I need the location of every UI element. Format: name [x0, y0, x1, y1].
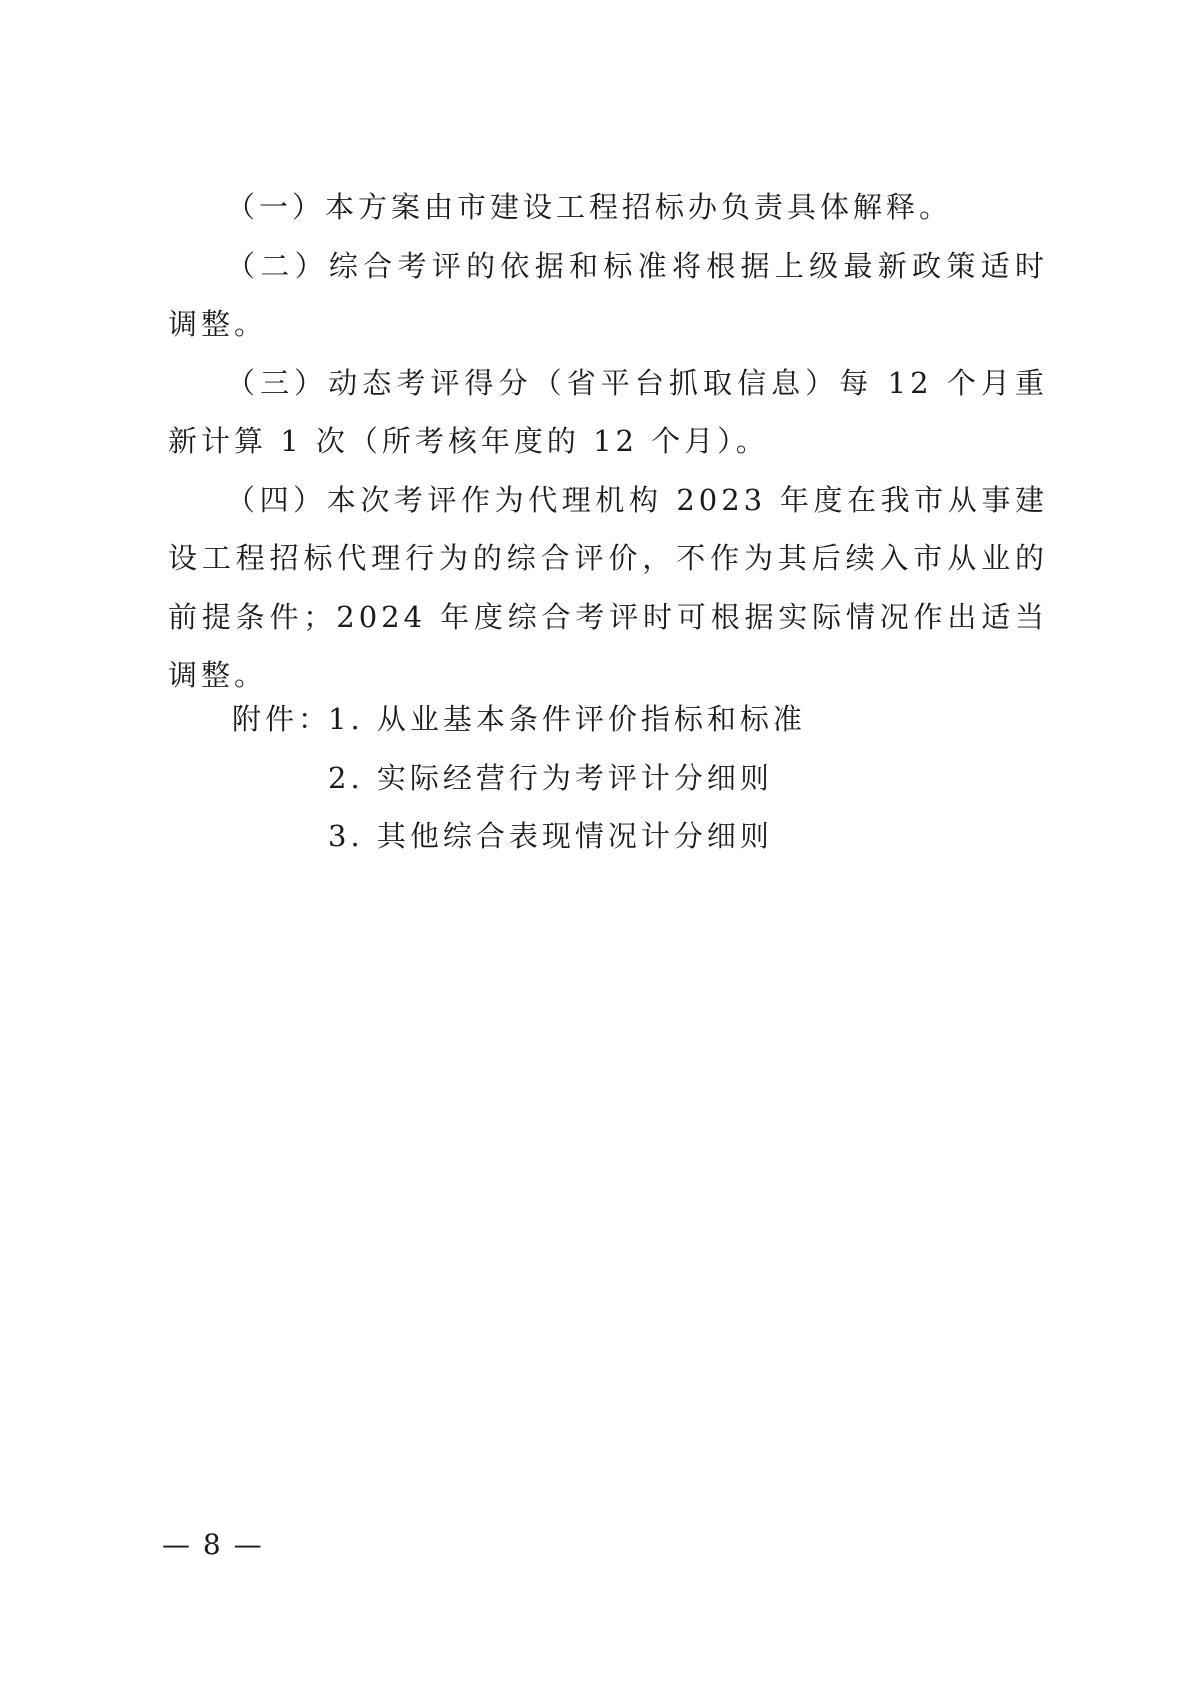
attachment-row-1: [232, 690, 806, 749]
paragraph-4: （四）本次考评作为代理机构 2023 年度在我市从事建设工程招标代理行为的综合评价，不作为其后续入市从业的前提条件；2024 年度综合考评时可根据实际情况作出适当调整。: [168, 482, 1048, 692]
paragraph-3: （三）动态考评得分（省平台抓取信息）每 12 个月重新计算 1 次（所考核年度的 12 个月）。: [168, 365, 1048, 458]
attachment-row-2: [232, 749, 806, 808]
page-number: — 8 —: [162, 1528, 264, 1561]
attachment-item-3: 3. 其他综合表现情况计分细则: [328, 819, 773, 853]
body-text: [168, 178, 1048, 705]
attachments-list: [232, 690, 806, 866]
attachment-row-3: [232, 807, 806, 866]
attachments-label: 附件：: [232, 702, 332, 736]
paragraph-2: （二）综合考评的依据和标准将根据上级最新政策适时调整。: [168, 248, 1048, 341]
paragraph-1: （一）本方案由市建设工程招标办负责具体解释。: [226, 190, 953, 224]
attachment-item-1: 1. 从业基本条件评价指标和标准: [328, 702, 806, 736]
attachment-item-2: 2. 实际经营行为考评计分细则: [328, 760, 773, 795]
